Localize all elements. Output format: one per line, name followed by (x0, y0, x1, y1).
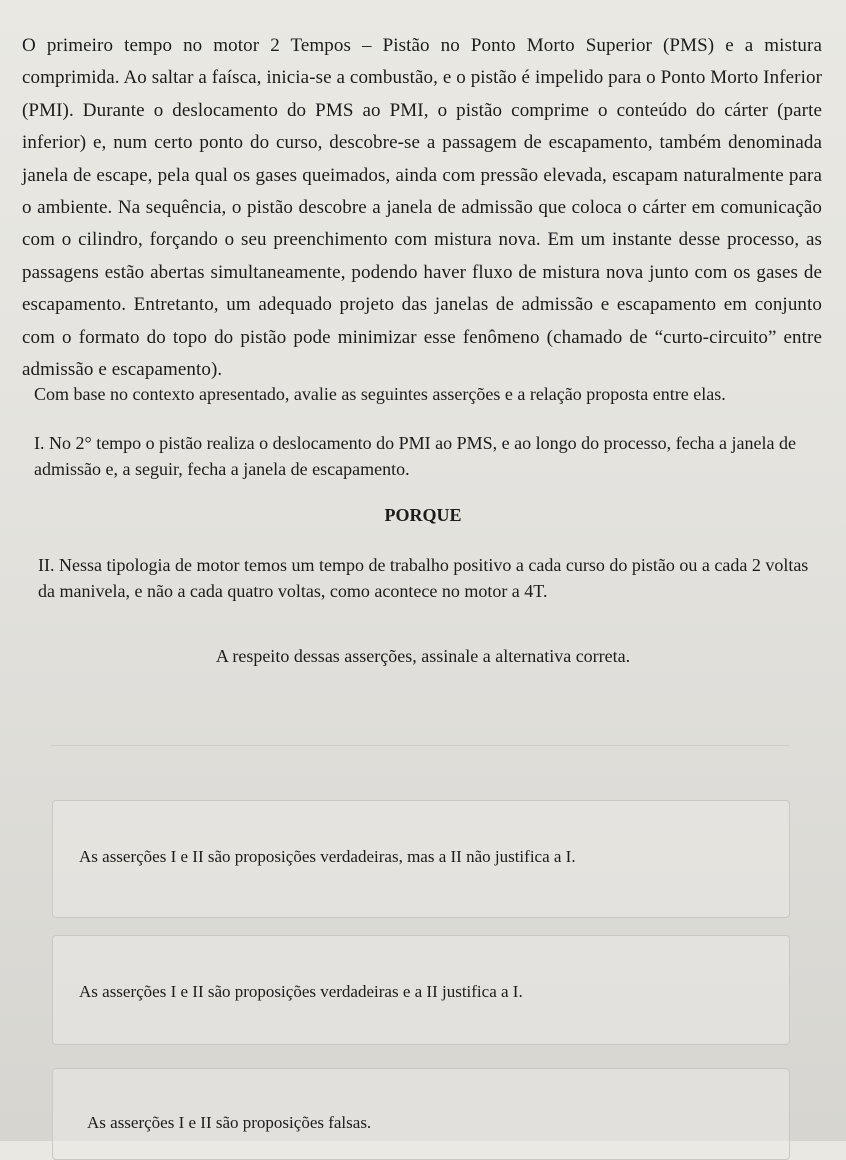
answer-option-2[interactable] (52, 935, 790, 1045)
question-paragraph: O primeiro tempo no motor 2 Tempos – Pistão no Ponto Morto Superior (PMS) e a mistura comprimida. Ao saltar a faísca, inicia-se a combustão, e o pistão é impelido para o Ponto Morto Inferior (PMI). Durante o deslocamento do PMS ao PMI, o pistão comprime o conteúdo do cárter (parte inferior) e, num certo ponto do curso, descobre-se a passagem de escapamento, também denominada janela de escape, pela qual os gases queimados, ainda com pressão elevada, escapam naturalmente para o ambiente. Na sequência, o pistão descobre a janela de admissão que coloca o cárter em comunicação com o cilindro, forçando o seu preenchimento com mistura nova. Em um instante desse processo, as passagens estão abertas simultaneamente, podendo haver fluxo de mistura nova junto com os gases de escapamento. Entretanto, um adequado projeto das janelas de admissão e escapamento em conjunto com o formato do topo do pistão pode minimizar esse fenômeno (chamado de “curto-circuito” entre admissão e escapamento). (22, 35, 822, 381)
question-statement (22, 30, 822, 386)
answer-option-3[interactable] (52, 1068, 790, 1160)
assertion-2: II. Nessa tipologia de motor temos um tempo de trabalho positivo a cada curso do pistão ou a cada 2 voltas da manivela, e não a cada quatro voltas, como acontece no motor a 4T. (38, 555, 809, 601)
assertion-1: I. No 2° tempo o pistão realiza o deslocamento do PMI ao PMS, e ao longo do processo, fecha a janela de admissão e, a seguir, fecha a janela de escapamento. (34, 433, 796, 479)
answer-option-3-label: As asserções I e II são proposições falsas. (87, 1113, 372, 1132)
answer-instruction: A respeito dessas asserções, assinale a alternativa correta. (215, 646, 631, 666)
porque-connector: PORQUE (384, 505, 462, 525)
context-instruction: Com base no contexto apresentado, avalie as seguintes asserções e a relação proposta entre elas. (34, 384, 726, 404)
answer-option-2-label: As asserções I e II são proposições verdadeiras e a II justifica a I. (79, 982, 523, 1001)
answer-option-1[interactable] (52, 800, 790, 918)
answer-option-1-label: As asserções I e II são proposições verdadeiras, mas a II não justifica a I. (79, 847, 576, 866)
divider (50, 745, 790, 746)
